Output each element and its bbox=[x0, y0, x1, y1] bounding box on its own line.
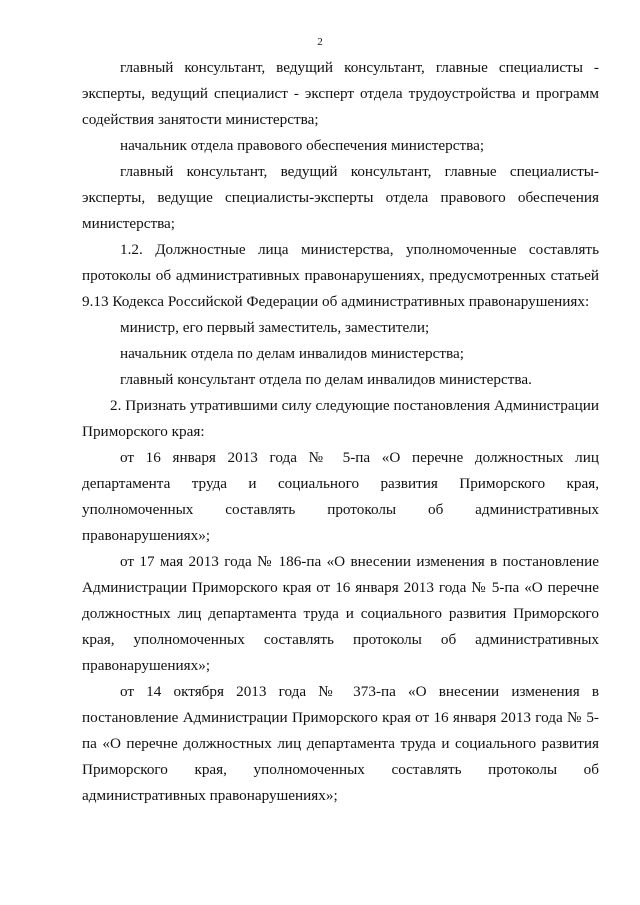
paragraph-disability-dept-consultant: главный консультант отдела по делам инвалидов министерства. bbox=[120, 371, 532, 388]
paragraph-repeal-5pa: от 16 января 2013 года № 5-па «О перечне должностных лиц департамента труда и социального развития Приморского края, уполномоченных составлять протоколы об административных правонарушениях»; bbox=[82, 449, 599, 544]
paragraph-disability-dept-head: начальник отдела по делам инвалидов министерства; bbox=[120, 345, 464, 362]
paragraph-employment-dept-staff: главный консультант, ведущий консультант, главные специалисты - эксперты, ведущий специалист - эксперт отдела трудоустройства и программ содействия занятости министерства; bbox=[82, 59, 599, 128]
paragraph-minister: министр, его первый заместитель, заместители; bbox=[120, 319, 430, 336]
page-number: 2 bbox=[317, 36, 323, 48]
paragraph-item-1-2: 1.2. Должностные лица министерства, уполномоченные составлять протоколы об административных правонарушениях, предусмотренных статьей 9.13 Кодекса Российской Федерации об административных правонарушениях: bbox=[82, 241, 599, 310]
paragraph-item-2: 2. Признать утратившими силу следующие постановления Администрации Приморского края: bbox=[82, 397, 599, 440]
paragraph-repeal-186pa: от 17 мая 2013 года № 186-па «О внесении изменения в постановление Администрации Приморского края от 16 января 2013 года № 5-па «О перечне должностных лиц департамента труда и социального развития Приморского края, уполномоченных составлять протоколы об административных правонарушениях»; bbox=[82, 553, 599, 674]
paragraph-legal-dept-head: начальник отдела правового обеспечения министерства; bbox=[120, 137, 485, 154]
paragraph-repeal-373pa: от 14 октября 2013 года № 373-па «О внесении изменения в постановление Администрации Приморского края от 16 января 2013 года № 5-па «О перечне должностных лиц департамента труда и социального развития Приморского края, уполномоченных составлять протоколы об административных правонарушениях»; bbox=[82, 683, 599, 804]
document-body bbox=[82, 55, 599, 809]
paragraph-legal-dept-staff: главный консультант, ведущий консультант, главные специалисты-эксперты, ведущие специалисты-эксперты отдела правового обеспечения министерства; bbox=[82, 163, 599, 232]
